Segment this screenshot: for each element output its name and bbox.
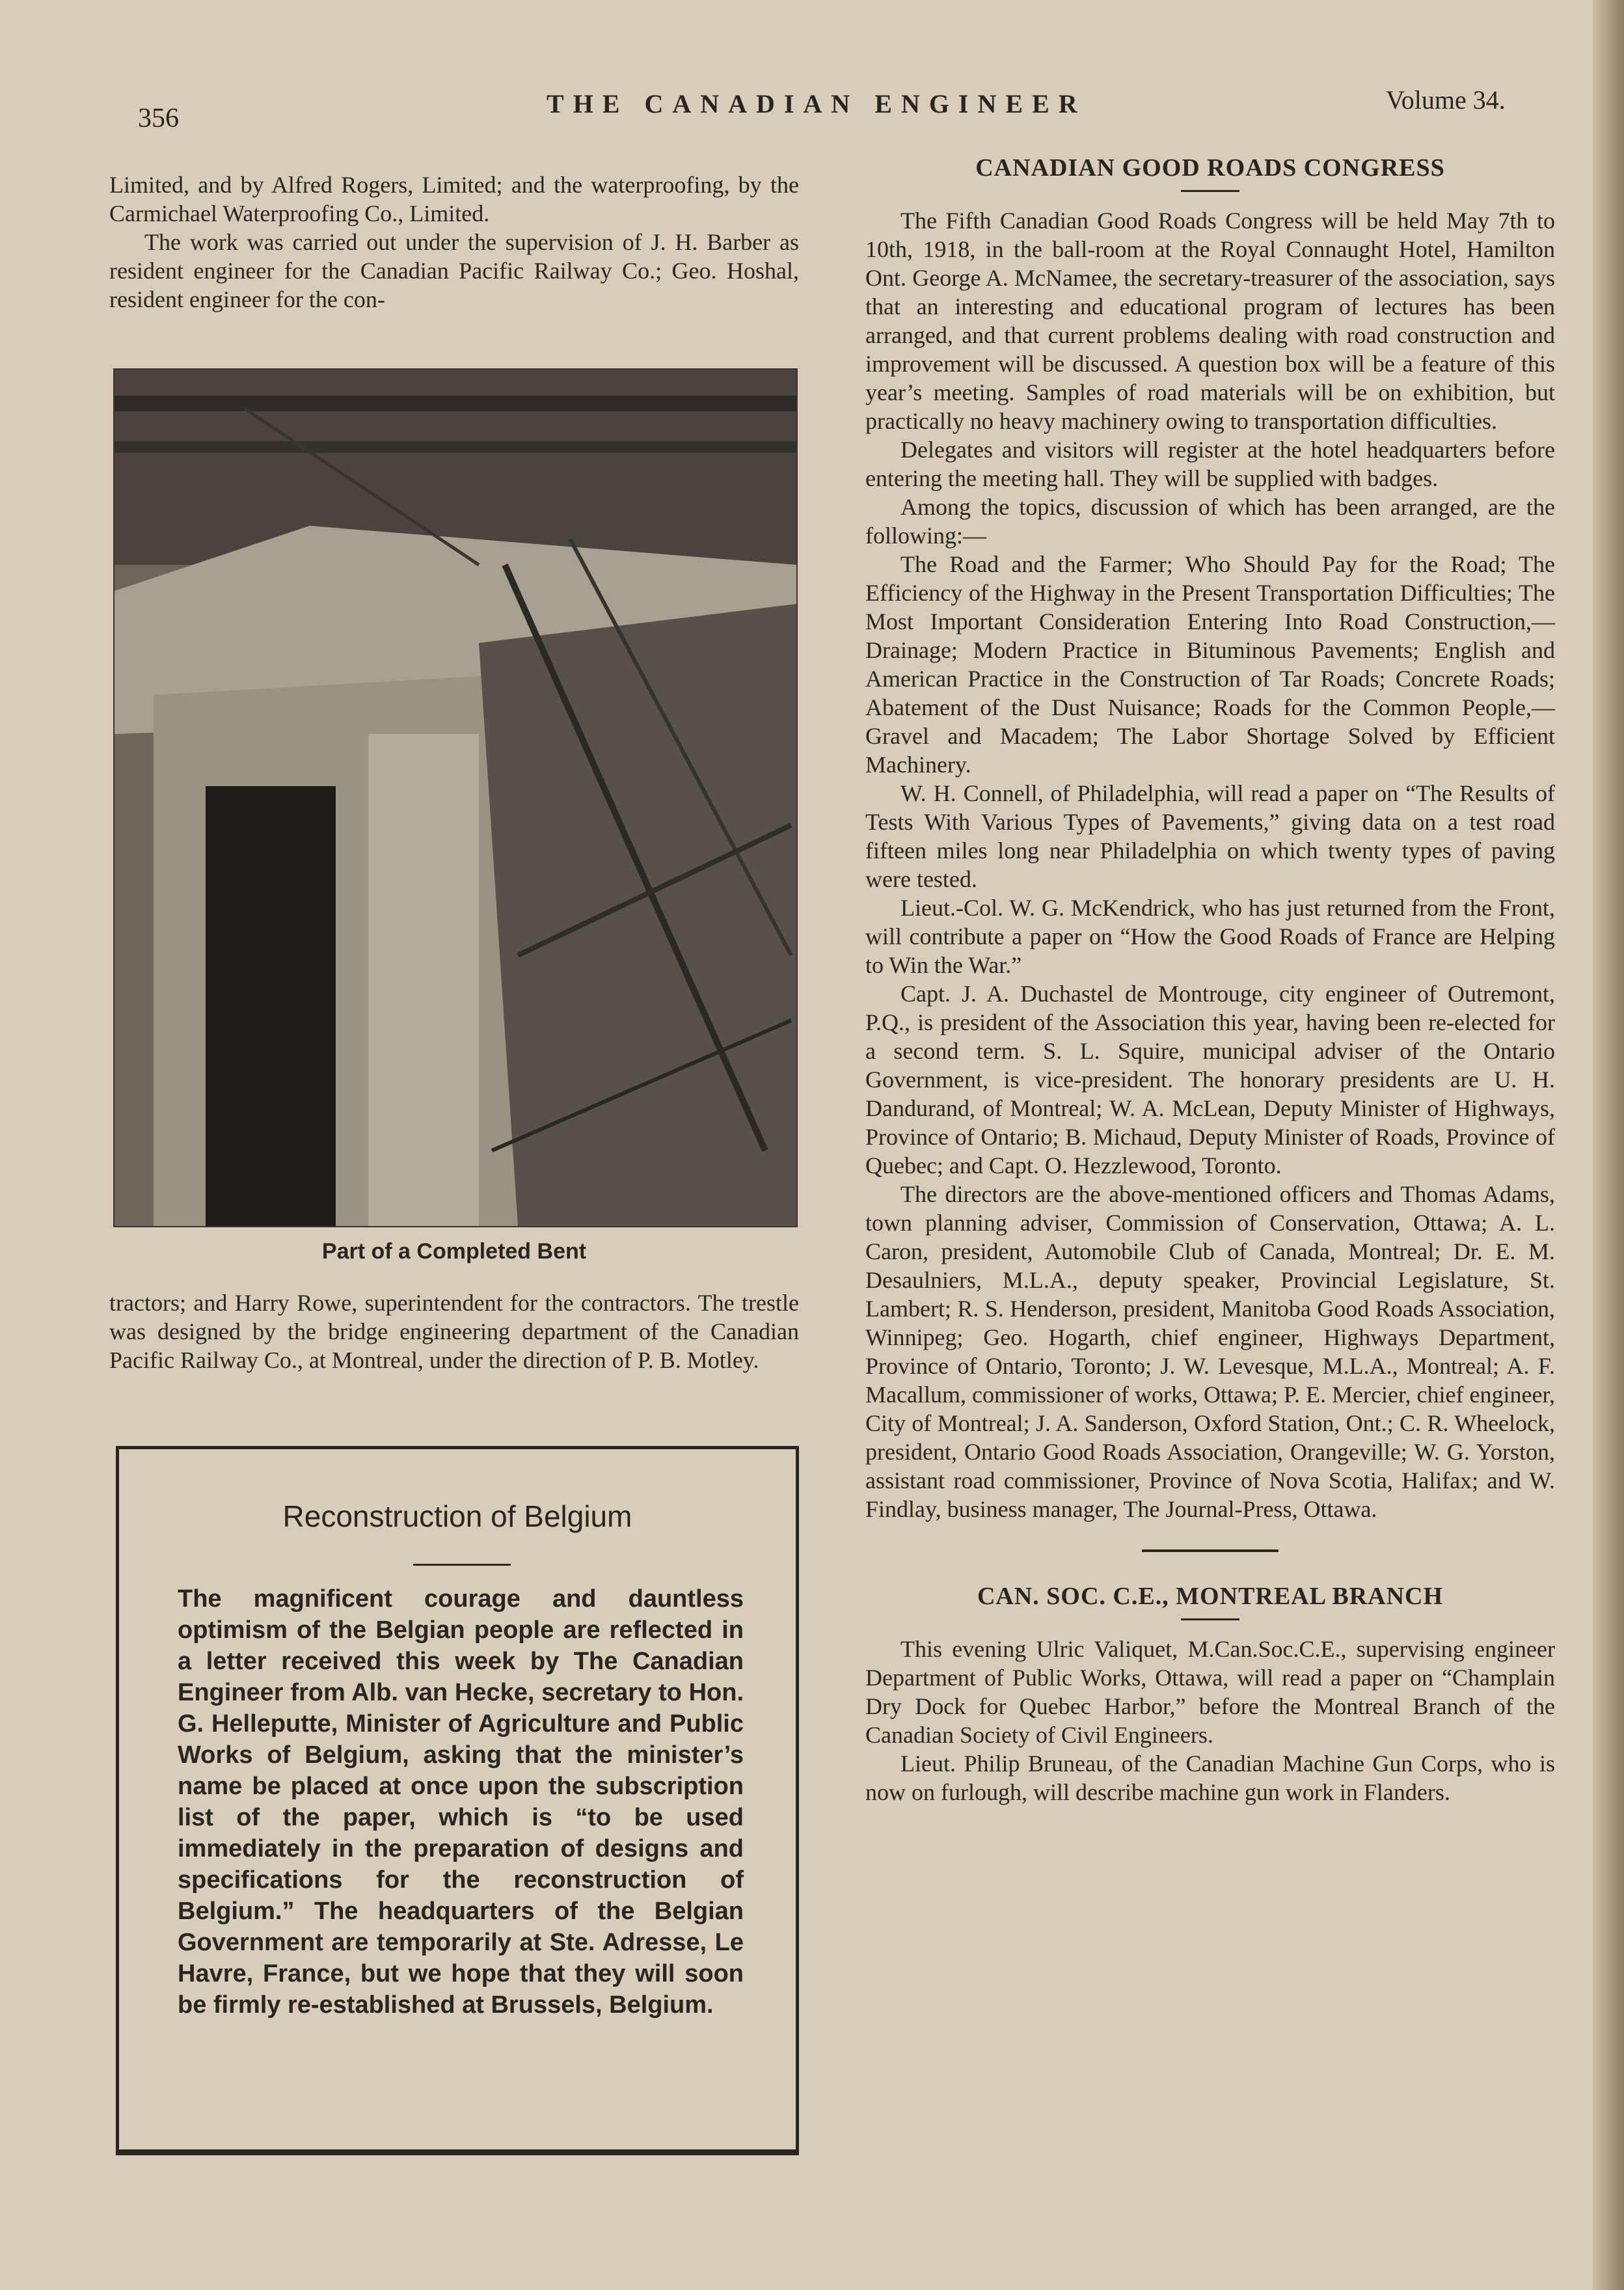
page-edge bbox=[1593, 0, 1624, 2290]
paragraph: The work was carried out under the supervision of J. H. Barber as resident engineer for the Canadian Pacific Railway Co.; Geo. Hoshal, resident engineer for the con- bbox=[109, 229, 799, 312]
section-heading: CANADIAN GOOD ROADS CONGRESS bbox=[975, 154, 1445, 182]
photo-illustration bbox=[115, 370, 796, 1226]
box-text: The magnificent courage and dauntless optimism of the Belgian people are reflected in a letter received this week by The Canadian Engineer from Alb. van Hecke, secretary to Hon. G. Helleputte, Minister of Agriculture and Public Works of Belgium, asking that the minister’s name be placed at once upon the subscription list of the paper, which is “to be used immediately in the preparation of designs and specifications for the reconstruction of Belgium.” The headquarters of the Belgian Government are temporarily at Ste. Adresse, Le Havre, France, but we hope that they will soon be firmly re-established at Brussels, Belgium. bbox=[178, 1585, 744, 2019]
paragraph: This evening Ulric Valiquet, M.Can.Soc.C.E., supervising engineer Department of Public Works, Ottawa, will read a paper on “Champlain Dry Dock for Quebec Harbor,” before the Montreal Branch of the Canadian Society of Civil Engineers. bbox=[865, 1636, 1555, 1748]
section-divider bbox=[1142, 1549, 1279, 1552]
paragraph: Among the topics, discussion of which has been arranged, are the following:— bbox=[865, 494, 1555, 549]
bent-photograph bbox=[113, 368, 798, 1227]
volume-label: Volume 34. bbox=[1386, 85, 1506, 115]
divider bbox=[413, 1564, 511, 1566]
paragraph: Limited, and by Alfred Rogers, Limited; and the waterproofing, by the Carmichael Waterproofing Co., Limited. bbox=[109, 172, 799, 226]
journal-title: THE CANADIAN ENGINEER bbox=[547, 89, 1087, 118]
running-header bbox=[0, 78, 1588, 133]
left-column-top bbox=[109, 170, 799, 314]
belgium-notice-box bbox=[116, 1446, 799, 2155]
paragraph: The Fifth Canadian Good Roads Congress will be held May 7th to 10th, 1918, in the ball-room at the Royal Connaught Hotel, Hamilton Ont. George A. McNamee, the secretary-treasurer of the association, says that an interesting and educational program of lectures has been arranged, and that current problems dealing with road construction and improvement will be discussed. A question box will be a feature of this year’s meeting. Samples of road materials will be on exhibition, but practically no heavy machinery owing to transportation difficulties. bbox=[865, 208, 1555, 434]
photo-caption: Part of a Completed Bent bbox=[321, 1239, 587, 1264]
right-column bbox=[865, 154, 1555, 1806]
paragraph: tractors; and Harry Rowe, superintendent for the contractors. The trestle was designed by the bridge engineering department of the Canadian Pacific Railway Co., at Montreal, under the direction of P. B. Motley. bbox=[109, 1290, 799, 1373]
paragraph: Capt. J. A. Duchastel de Montrouge, city engineer of Outremont, P.Q., is president of the Association this year, having been re-elected for a second term. S. L. Squire, municipal adviser of the Ontario Government, is vice-president. The honorary presidents are U. H. Dandurand, of Montreal; W. A. McLean, Deputy Minister of Highways, Province of Ontario; B. Michaud, Deputy Minister of Roads, Province of Quebec; and Capt. O. Hezzlewood, Toronto. bbox=[865, 981, 1555, 1179]
paragraph: W. H. Connell, of Philadelphia, will read a paper on “The Results of Tests With Various Types of Pavements,” giving data on a test road fifteen miles long near Philadelphia on which twenty types of paving were tested. bbox=[865, 780, 1555, 892]
box-title: Reconstruction of Belgium bbox=[282, 1499, 632, 1533]
page-number: 356 bbox=[138, 103, 179, 133]
paragraph: Lieut. Philip Bruneau, of the Canadian Machine Gun Corps, who is now on furlough, will describe machine gun work in Flanders. bbox=[865, 1751, 1555, 1805]
paragraph: Lieut.-Col. W. G. McKendrick, who has just returned from the Front, will contribute a paper on “How the Good Roads of France are Helping to Win the War.” bbox=[865, 895, 1555, 978]
paragraph: Delegates and visitors will register at the hotel headquarters before entering the meeting hall. They will be supplied with badges. bbox=[865, 437, 1555, 491]
divider bbox=[1181, 1618, 1239, 1620]
divider bbox=[1181, 190, 1239, 192]
paragraph: The Road and the Farmer; Who Should Pay for the Road; The Efficiency of the Highway in the Present Transportation Difficulties; The Most Important Consideration Entering Into Road Construction,—Drainage; Modern Practice in Bituminous Pavements; English and American Practice in the Construction of Tar Roads; Concrete Roads; Abatement of the Dust Nuisance; Roads for the Common People,—Gravel and Macadem; The Labor Shortage Solved by Efficient Machinery. bbox=[865, 551, 1555, 778]
paragraph: The directors are the above-mentioned officers and Thomas Adams, town planning adviser, Commission of Conservation, Ottawa; A. L. Caron, president, Automobile Club of Canada, Montreal; Dr. E. M. Desaulniers, M.L.A., deputy speaker, Provincial Legislature, St. Lambert; R. S. Henderson, president, Manitoba Good Roads Association, Winnipeg; Geo. Hogarth, chief engineer, Highways Department, Province of Ontario, Toronto; J. W. Levesque, M.L.A., Montreal; A. F. Macallum, commissioner of works, Ottawa; P. E. Mercier, chief engineer, City of Montreal; J. A. Sanderson, Oxford Station, Ont.; C. R. Wheelock, president, Ontario Good Roads Association, Orangeville; W. G. Yorston, assistant road commissioner, Province of Nova Scotia, Halifax; and W. Findlay, business manager, The Journal-Press, Ottawa. bbox=[865, 1181, 1555, 1522]
section-heading: CAN. SOC. C.E., MONTREAL BRANCH bbox=[977, 1583, 1444, 1610]
left-column-continued bbox=[109, 1288, 799, 1374]
